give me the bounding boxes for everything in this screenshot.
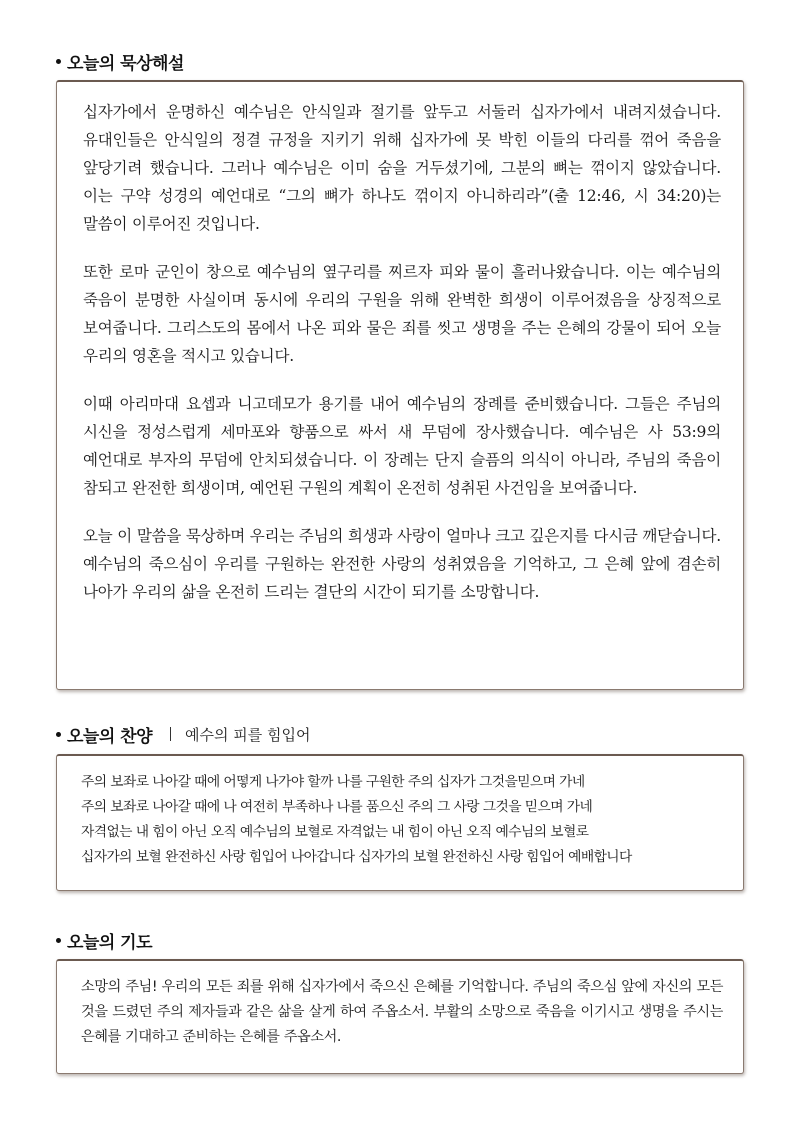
hymn-line-4: 십자가의 보혈 완전하신 사랑 힘입어 나아갑니다 십자가의 보혈 완전하신 사랑 힘입어 예배합니다 [81,849,632,865]
meditation-paragraph-4: 오늘 이 말씀을 묵상하며 우리는 주님의 희생과 사랑이 얼마나 크고 깊은지를 다시금 깨닫습니다. 예수님의 죽으심이 우리를 구원하는 완전한 사랑의 성취였음을 기억하고, 그 은혜 앞에 겸손히 나아가 우리의 삶을 온전히 드리는 결단의 시간이 되기를 소망합니다. [83,527,721,601]
meditation-paragraph-2: 또한 로마 군인이 창으로 예수님의 옆구리를 찌르자 피와 물이 흘러나왔습니다. 이는 예수님의 죽음이 분명한 사실이며 동시에 우리의 구원을 위해 완벽한 희생이 이루어졌음을 상징적으로 보여줍니다. 그리스도의 몸에서 나온 피와 물은 죄를 씻고 생명을 주는 은혜의 강물이 되어 오늘 우리의 영혼을 적시고 있습니다. [83,263,721,365]
meditation-paragraph-1: 십자가에서 운명하신 예수님은 안식일과 절기를 앞두고 서둘러 십자가에서 내려지셨습니다. 유대인들은 안식일의 정결 규정을 지키기 위해 십자가에 못 박힌 이들의 다리를 꺾어 죽음을 앞당기려 했습니다. 그러나 예수님은 이미 숨을 거두셨기에, 그분의 뼈는 꺾이지 않았습니다. 이는 구약 성경의 예언대로 “그의 뼈가 하나도 꺾이지 아니하리라”(출 12:46, 시 34:20)는 말씀이 이루어진 것입니다. [83,103,721,233]
title-divider [170,727,171,741]
hymn-line-3: 자격없는 내 힘이 아닌 오직 예수님의 보혈로 자격없는 내 힘이 아닌 오직 예수님의 보혈로 [81,824,589,840]
hymn-box [56,754,744,891]
hymn-line-2: 주의 보좌로 나아갈 때에 나 여전히 부족하나 나를 품으신 주의 그 사랑 그것을 믿으며 가네 [81,799,593,815]
bullet-icon [56,732,61,737]
prayer-title: 오늘의 기도 [67,932,153,953]
hymn-line-1: 주의 보좌로 나아갈 때에 어떻게 나가야 할까 나를 구원한 주의 십자가 그것을믿으며 가네 [81,774,585,790]
prayer-header [56,927,152,953]
hymn-title: 오늘의 찬양 [67,726,153,747]
hymn-header [56,721,311,747]
bullet-icon [56,938,61,943]
meditation-header [56,48,184,74]
bullet-icon [56,59,61,64]
meditation-title: 오늘의 묵상해설 [67,53,184,74]
meditation-paragraph-3: 이때 아리마대 요셉과 니고데모가 용기를 내어 예수님의 장례를 준비했습니다. 그들은 주님의 시신을 정성스럽게 세마포와 향품으로 싸서 새 무덤에 장사했습니다. 예수님은 사 53:9의 예언대로 부자의 무덤에 안치되셨습니다. 이 장례는 단지 슬픔의 의식이 아니라, 주님의 죽음이 참되고 완전한 희생이며, 예언된 구원의 계획이 온전히 성취된 사건임을 보여줍니다. [83,395,721,497]
hymn-subtitle: 예수의 피를 힘입어 [185,725,311,744]
prayer-box [56,959,744,1074]
prayer-text: 소망의 주님! 우리의 모든 죄를 위해 십자가에서 죽으신 은혜를 기억합니다. 주님의 죽으심 앞에 자신의 모든 것을 드렸던 주의 제자들과 같은 삶을 살게 하여 주옵소서. 부활의 소망으로 죽음을 이기시고 생명을 주시는 은혜를 기대하고 준비하는 은혜를 주옵소서. [81,979,723,1045]
meditation-box [56,80,744,690]
